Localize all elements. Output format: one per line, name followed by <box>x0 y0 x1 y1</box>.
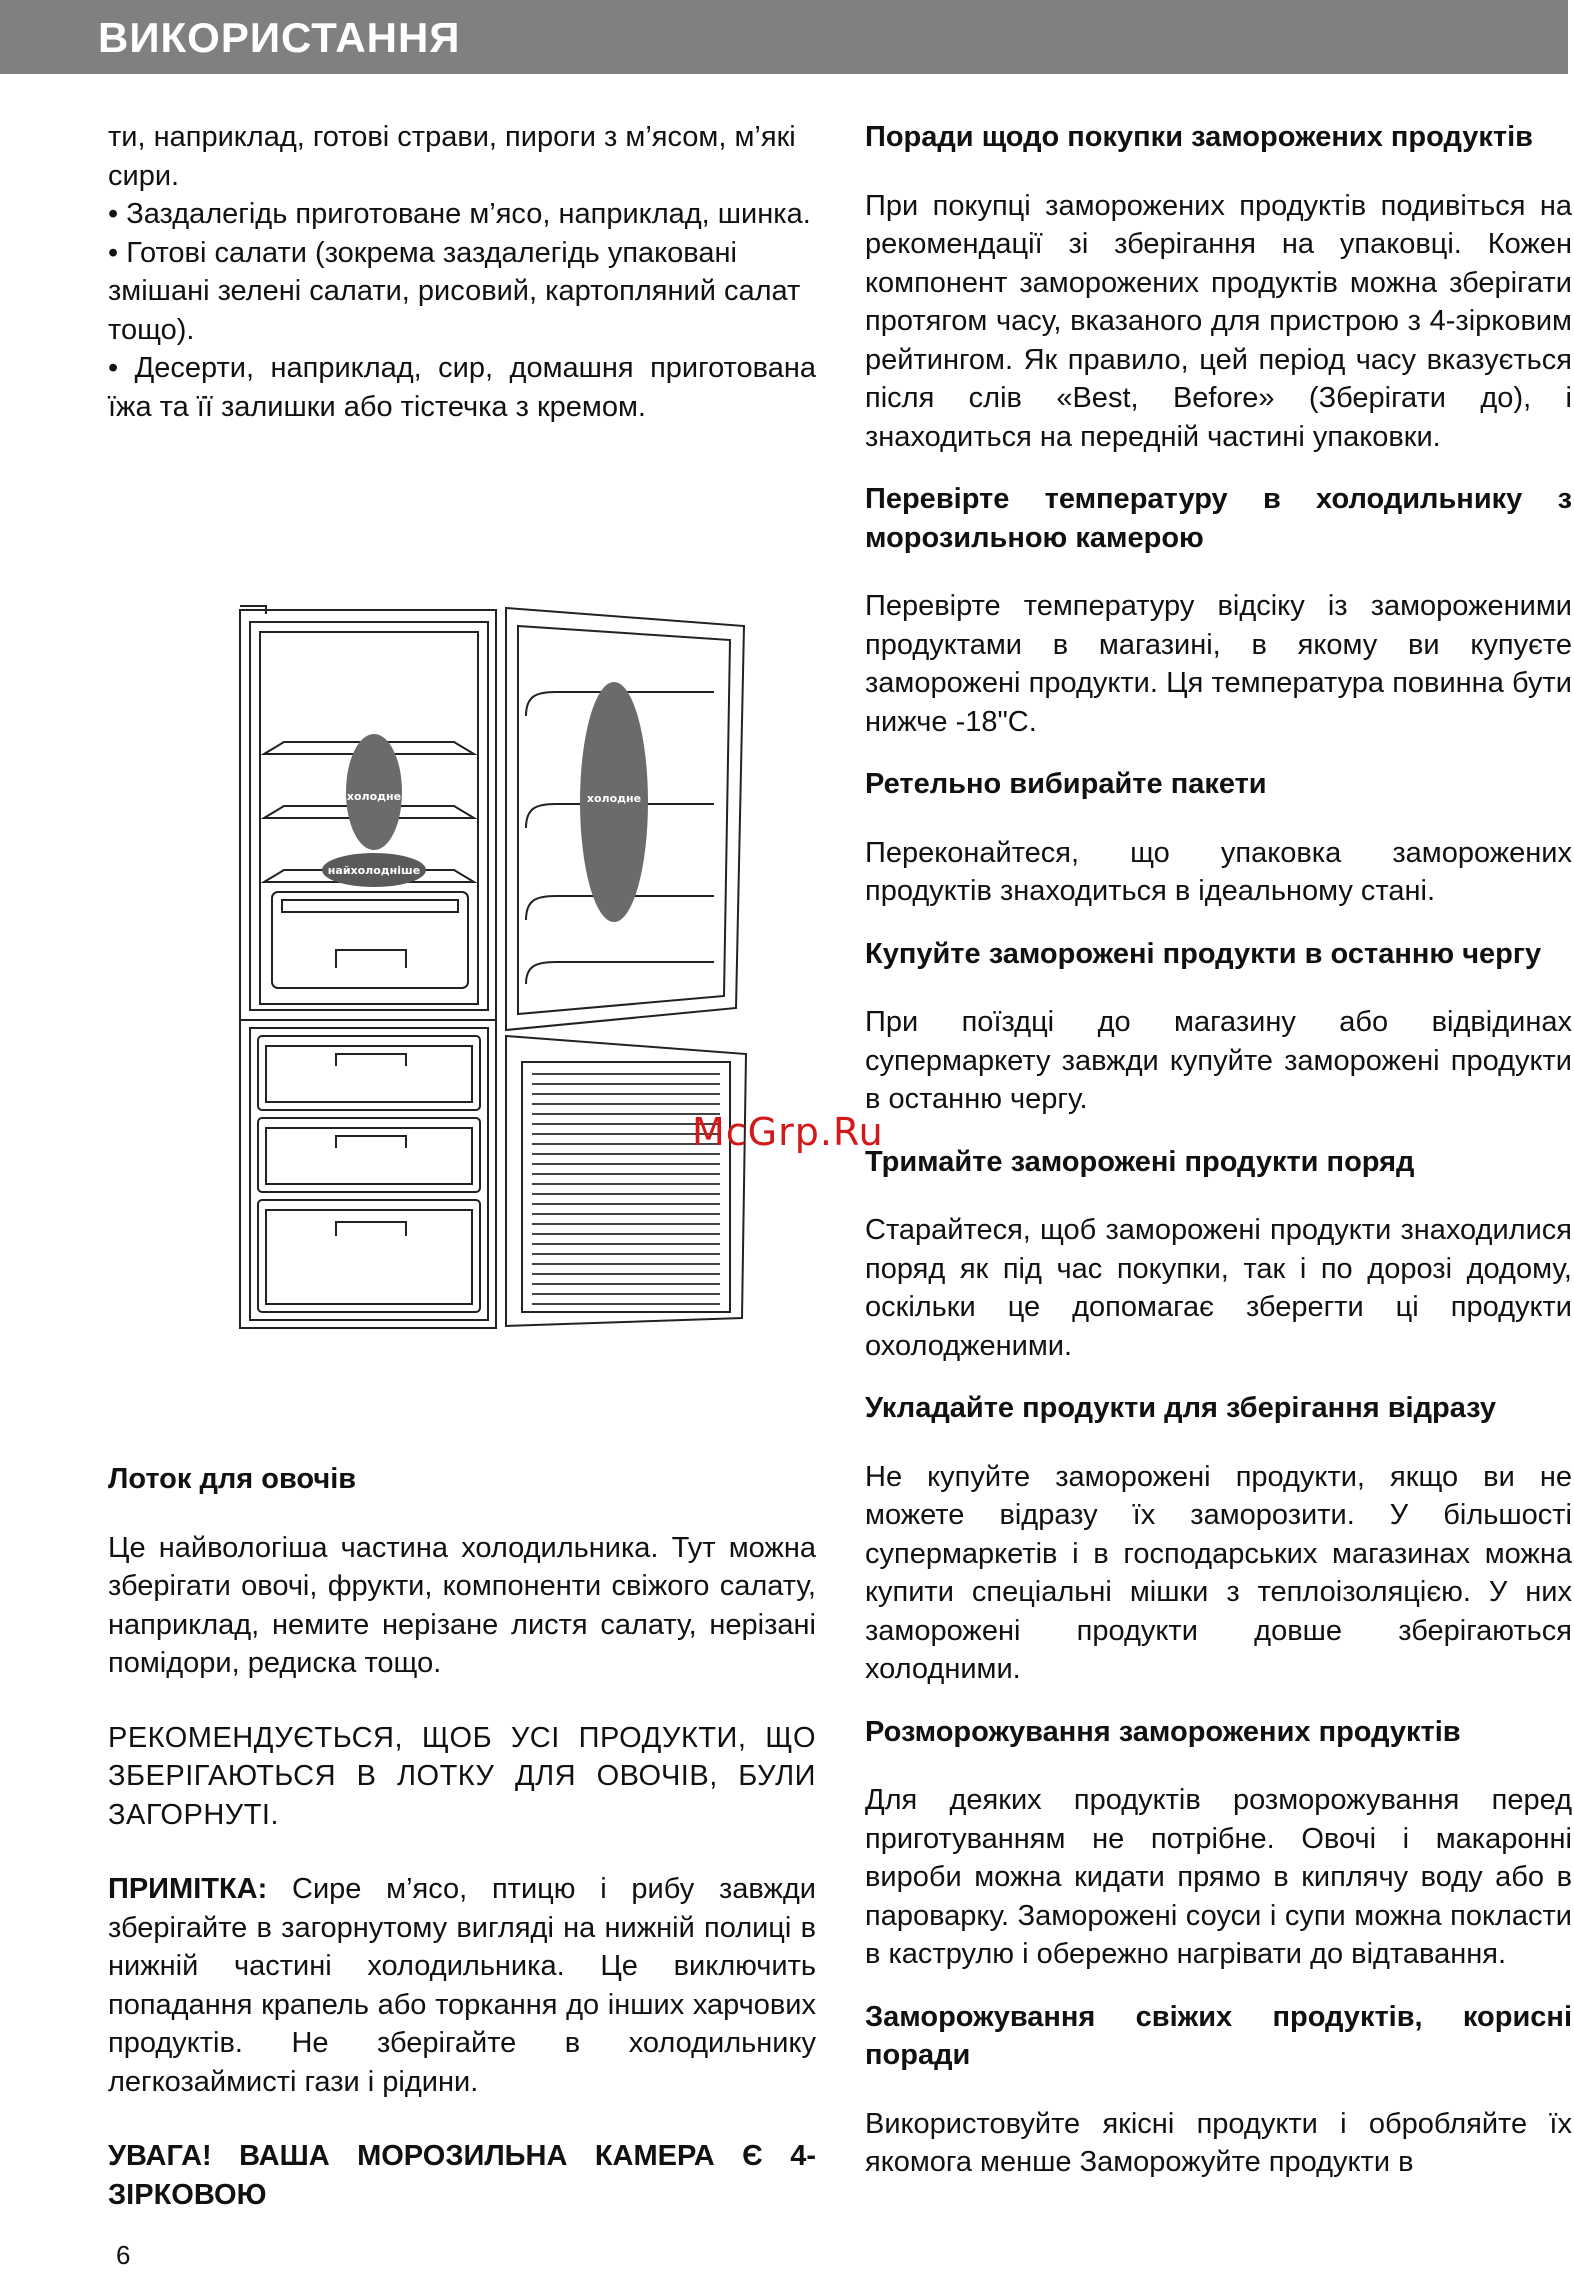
freezer-drawer <box>258 1118 480 1192</box>
freezer-door <box>506 1036 746 1326</box>
warning-text: УВАГА! ВАША МОРОЗИЛЬНА КАМЕРА Є 4-ЗІРКОВОЮ <box>108 2140 816 2211</box>
section-heading: Розморожування заморожених продуктів <box>865 1715 1461 1748</box>
section-text: Використовуйте якісні продукти і обробляйте їх якомога менше Заморожуйте продукти в <box>865 2107 1572 2178</box>
label-cold-fridge: холодне <box>346 790 402 803</box>
intro-bullet: • Заздалегідь приготоване м’ясо, наприклад, шинка. <box>108 198 811 230</box>
section-title: ВИКОРИСТАННЯ <box>98 14 461 61</box>
fridge-diagram <box>236 596 756 1332</box>
intro-list <box>108 118 816 426</box>
freezer-door-grille <box>532 1074 720 1304</box>
recommend-text: РЕКОМЕНДУЄТЬСЯ, ЩОБ УСІ ПРОДУКТИ, ЩО ЗБЕРІГАЮТЬСЯ В ЛОТКУ ДЛЯ ОВОЧІВ, БУЛИ ЗАГОРНУТІ. <box>108 1721 816 1831</box>
veg-tray-section <box>108 1460 816 2214</box>
veg-tray-text: Це найвологіша частина холодильника. Тут можна зберігати овочі, фрукти, компоненти свіжого салату, наприклад, немите нерізане листя салату, нерізані помідори, редиска тощо. <box>108 1531 816 1679</box>
note-label: ПРИМІТКА: <box>108 1873 268 1905</box>
section-heading: Купуйте заморожені продукти в останню чергу <box>865 937 1542 970</box>
section-text: При покупці заморожених продуктів подивіться на рекомендації зі зберігання на упаковці. Кожен компонент заморожених продуктів можна зберігати протягом часу, вказаного для пристрою з 4-зірковим рейтингом. Як правило, цей період часу вказується після слів «Best, Before» (Зберігати до), і знаходиться на передній частині упаковки. <box>865 189 1572 453</box>
right-column <box>865 118 1572 2182</box>
section-heading: Укладайте продукти для зберігання відразу <box>865 1392 1497 1424</box>
intro-bullet: • Десерти, наприклад, сир, домашня приготована їжа та її залишки або тістечка з кремом. <box>108 352 816 423</box>
section-header-bar <box>0 0 1568 74</box>
section-heading: Тримайте заморожені продукти поряд <box>865 1145 1415 1178</box>
intro-bullet: • Готові салати (зокрема заздалегідь упаковані змішані зелені салати, рисовий, картопляний салат тощо). <box>108 236 801 346</box>
section-text: Старайтеся, щоб заморожені продукти знаходилися поряд як під час покупки, так і по дорозі додому, оскільки це допомагає зберегти ці продукти охолодженими. <box>865 1214 1572 1362</box>
veg-tray-heading: Лоток для овочів <box>108 1463 357 1495</box>
label-coldest: найхолодніше <box>327 864 421 877</box>
fridge-body <box>240 610 496 1328</box>
section-text: Перевірте температуру відсіку із замороженими продуктами в магазині, в якому ви купуєте заморожені продукти. Ця температура повинна бути нижче -18"С. <box>865 590 1572 738</box>
label-cold-door: холодне <box>586 792 642 805</box>
freezer-drawer <box>258 1036 480 1110</box>
crisper-drawer <box>272 892 468 988</box>
section-text: Не купуйте заморожені продукти, якщо ви не можете відразу їх заморозити. У більшості супермаркетів і в господарських магазинах можна купити спеціальні мішки з теплоізоляцією. У них заморожені продукти довше зберігаються холодними. <box>865 1460 1572 1685</box>
section-text: Для деяких продуктів розморожування перед приготуванням не потрібне. Овочі і макаронні вироби можна кидати прямо в киплячу воду або в пароварку. Заморожені соуси і супи можна покласти в каструлю і обережно нагрівати до відтавання. <box>865 1784 1572 1970</box>
intro-line: ти, наприклад, готові страви, пироги з м’ясом, м’які сири. <box>108 121 796 192</box>
section-heading: Заморожування свіжих продуктів, корисні поради <box>865 2000 1572 2071</box>
section-heading: Ретельно вибирайте пакети <box>865 768 1267 800</box>
section-text: Переконайтеся, що упаковка заморожених продуктів знаходиться в ідеальному стані. <box>865 836 1572 907</box>
section-heading: Перевірте температуру в холодильнику з морозильною камерою <box>865 483 1572 554</box>
section-heading: Поради щодо покупки заморожених продуктів <box>865 121 1533 153</box>
note-paragraph <box>108 1870 816 2101</box>
freezer-drawer <box>258 1200 480 1312</box>
page-number: 6 <box>116 2240 131 2270</box>
note-text: Сире м’ясо, птицю і рибу завжди зберігайте в загорнутому вигляді на нижній полиці в нижній частині холодильника. Це виключить попадання крапель або торкання до інших харчових продуктів. Не зберігайте в холодильнику легкозаймисті гази і рідини. <box>108 1873 816 2098</box>
watermark: McGrp.Ru <box>692 1110 884 1154</box>
section-text: При поїздці до магазину або відвідинах супермаркету завжди купуйте заморожені продукти в останню чергу. <box>865 1006 1572 1115</box>
